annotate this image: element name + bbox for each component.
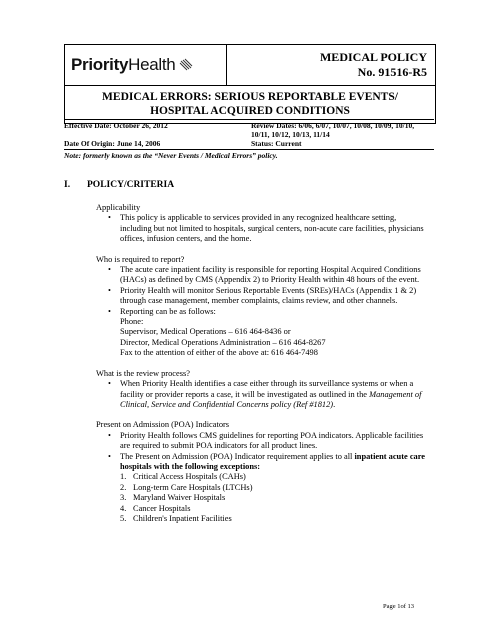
policy-header-box [64, 44, 436, 124]
list-item: • The Present on Admission (POA) Indicator requirement applies to all inpatient acute care hospitals with the following exceptions: [120, 452, 426, 473]
contact-director: Director, Medical Operations Administration – 616 464-8267 [120, 337, 326, 347]
list-item: 1. Critical Access Hospitals (CAHs) [120, 472, 246, 482]
policy-type: MEDICAL POLICY [319, 50, 427, 64]
list-item: 2. Long-term Care Hospitals (LTCHs) [120, 482, 253, 492]
policy-body [96, 203, 426, 524]
logo-text-priority: Priority [71, 55, 129, 74]
list-item: 5. Children's Inpatient Facilities [120, 513, 232, 523]
applicability-heading: Applicability [96, 203, 141, 212]
logo-text-health: Health [128, 55, 176, 74]
policy-title: MEDICAL ERRORS: SERIOUS REPORTABLE EVENTS/ HOSPITAL ACQUIRED CONDITIONS [102, 91, 398, 117]
reporting-heading: Who is required to report? [96, 254, 185, 264]
page-number: Page 1of 13 [383, 603, 415, 610]
policy-note: Note: formerly known as the “Never Events / Medical Errors” policy. [64, 151, 278, 160]
list-item: • Priority Health follows CMS guidelines for reporting POA indicators. Applicable facilities are required to submit POA indicators for all product lines. [120, 431, 426, 452]
review-dates: Review Dates: 6/06, 6/07, 10/07, 10/08, 10/09, 10/10, 10/11, 10/12, 10/13, 11/14 [251, 121, 415, 139]
phone-label: Phone: [120, 317, 144, 327]
contact-supervisor: Supervisor, Medical Operations – 616 464-8436 or [120, 327, 291, 337]
list-item: 3. Maryland Waiver Hospitals [120, 493, 226, 503]
list-item: 4. Cancer Hospitals [120, 503, 191, 513]
divider [64, 119, 434, 120]
list-item: • Priority Health will monitor Serious Reportable Events (SREs)/HACs (Appendix 1 & 2) through case management, member complaints, claims review, and other channels. [120, 286, 426, 307]
fax-number: Fax to the attention of either of the above at: 616 464-7498 [120, 348, 318, 358]
exceptions-list [96, 472, 426, 524]
list-item: • This policy is applicable to services provided in any recognized healthcare setting, including but not limited to hospitals, surgical centers, non-acute care facilities, physicians offices, infusion centers, and the home. [120, 213, 426, 244]
policy-dates [64, 121, 434, 148]
logo-mark-icon [178, 57, 194, 73]
policy-number: No. 91516-R5 [357, 65, 427, 79]
logo [65, 45, 227, 85]
status: Status: Current [251, 139, 302, 148]
policy-reference: Management of Clinical, Service and Confidential Concerns policy (Ref #1812) [120, 389, 422, 409]
effective-date: Effective Date: October 26, 2012 [64, 121, 168, 130]
divider [64, 149, 434, 150]
review-heading: What is the review process? [96, 368, 190, 378]
list-item: • When Priority Health identifies a case either through its surveillance systems or when a facility or provider reports a case, it will be investigated as outlined in the Management of Clinical, Service and Confidential Concerns policy (Ref #1812). [120, 379, 426, 410]
section-heading: I. POLICY/CRITERIA [64, 180, 175, 190]
list-item: • The acute care inpatient facility is responsible for reporting Hospital Acquired Conditions (HACs) as defined by CMS (Appendix 2) to Priority Health within 48 hours of the event. [120, 265, 426, 286]
poa-heading: Present on Admission (POA) Indicators [96, 420, 230, 430]
date-of-origin: Date Of Origin: June 14, 2006 [64, 139, 161, 148]
list-item: • Reporting can be as follows: Phone: Supervisor, Medical Operations – 616 464-8436 or Director, Medical Operations Administration – 616 464-8267 Fax to the attention of either of the above at: 616 464-7498 [120, 307, 426, 359]
